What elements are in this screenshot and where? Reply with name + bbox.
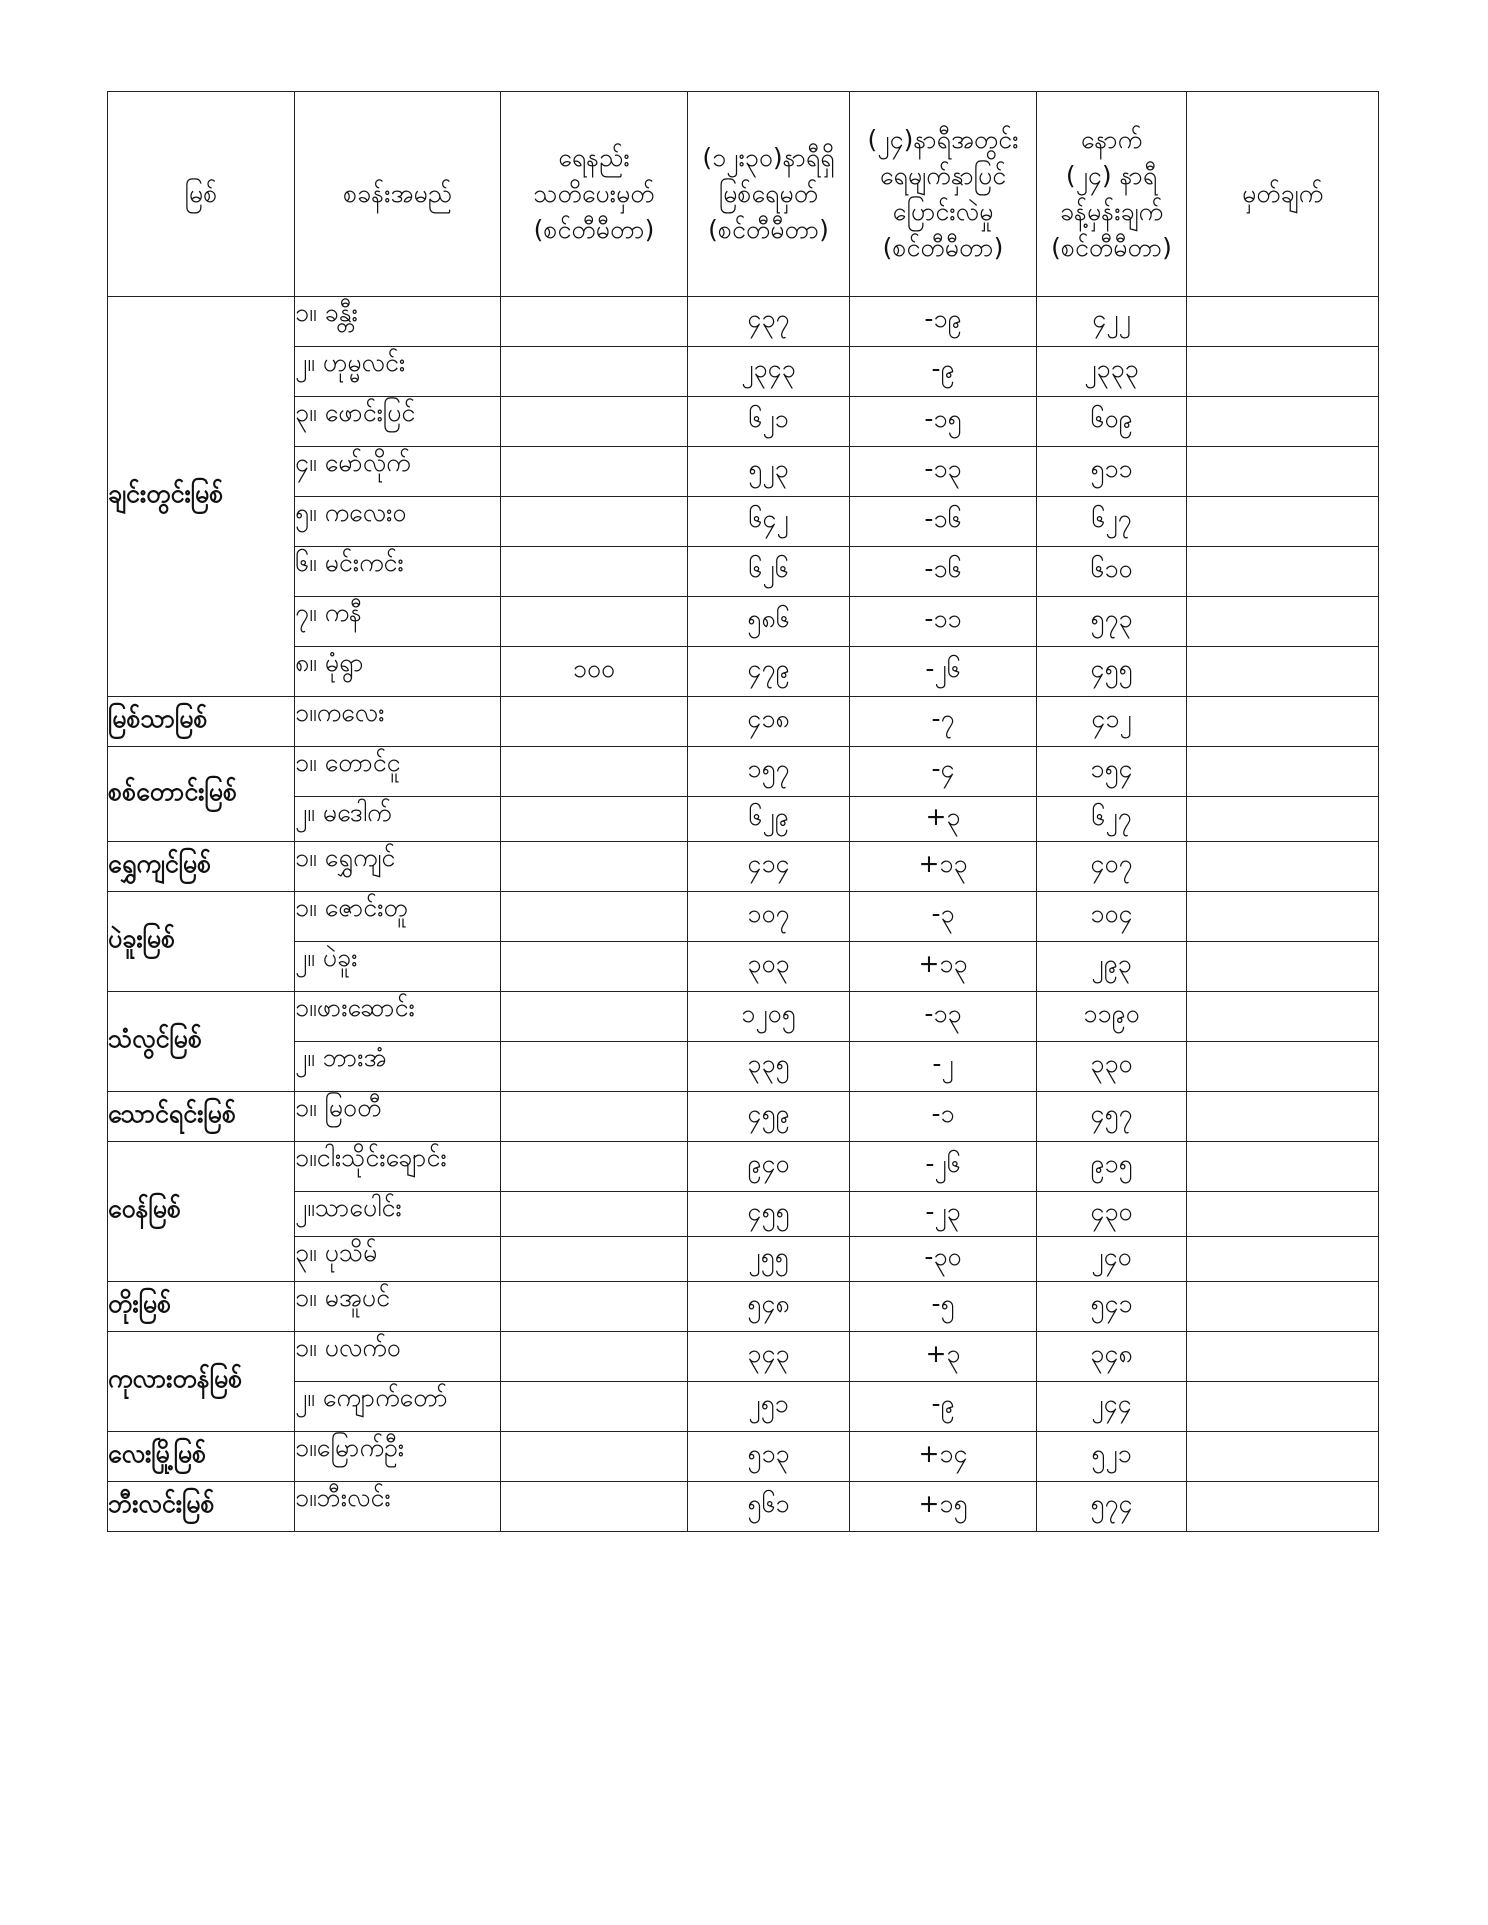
change-24h-cell: +၁၄ xyxy=(850,1432,1037,1482)
observed-level-cell: ၁၂၀၅ xyxy=(688,992,850,1042)
observed-level-cell: ၅၄၈ xyxy=(688,1282,850,1332)
remarks-cell xyxy=(1187,397,1379,447)
station-name-cell: ၁။မြောက်ဦး xyxy=(295,1432,501,1482)
table-row xyxy=(108,597,1379,647)
forecast-cell: ၄၅၅ xyxy=(1037,647,1187,697)
danger-level-cell xyxy=(501,892,688,942)
remarks-cell xyxy=(1187,697,1379,747)
remarks-cell xyxy=(1187,647,1379,697)
observed-level-cell: ၁၀၇ xyxy=(688,892,850,942)
change-24h-cell: +၃ xyxy=(850,797,1037,842)
forecast-cell: ၉၁၅ xyxy=(1037,1142,1187,1192)
danger-level-cell xyxy=(501,1432,688,1482)
header-line: ရေမျက်နှာပြင် xyxy=(879,160,1007,190)
forecast-cell: ၁၅၄ xyxy=(1037,747,1187,797)
remarks-cell xyxy=(1187,597,1379,647)
station-name-cell: ၃။ ပုသိမ် xyxy=(295,1237,501,1282)
header-river xyxy=(108,92,295,297)
table-row xyxy=(108,697,1379,747)
observed-level-cell: ၂၅၁ xyxy=(688,1382,850,1432)
remarks-cell xyxy=(1187,1332,1379,1382)
river-name-cell: ဝေန်မြစ် xyxy=(108,1142,295,1282)
remarks-cell xyxy=(1187,1192,1379,1237)
change-24h-cell: -၁၁ xyxy=(850,597,1037,647)
header-line: ရေနည်း xyxy=(558,142,630,172)
observed-level-cell: ၄၇၉ xyxy=(688,647,850,697)
remarks-cell xyxy=(1187,992,1379,1042)
remarks-cell xyxy=(1187,1237,1379,1282)
forecast-cell: ၂၉၃ xyxy=(1037,942,1187,992)
table-row xyxy=(108,1192,1379,1237)
remarks-cell xyxy=(1187,547,1379,597)
table-body xyxy=(108,297,1379,1532)
station-name-cell: ၃။ ဖောင်းပြင် xyxy=(295,397,501,447)
danger-level-cell xyxy=(501,497,688,547)
forecast-cell: ၂၄၀ xyxy=(1037,1237,1187,1282)
remarks-cell xyxy=(1187,747,1379,797)
change-24h-cell: +၁၃ xyxy=(850,842,1037,892)
danger-level-cell xyxy=(501,797,688,842)
remarks-cell xyxy=(1187,497,1379,547)
table-row xyxy=(108,347,1379,397)
station-name-cell: ၂။ ကျောက်တော် xyxy=(295,1382,501,1432)
header-station xyxy=(295,92,501,297)
observed-level-cell: ၅၆၁ xyxy=(688,1482,850,1532)
change-24h-cell: -၁၆ xyxy=(850,547,1037,597)
river-name-cell: ကုလားတန်မြစ် xyxy=(108,1332,295,1432)
station-name-cell: ၁။ တောင်ငူ xyxy=(295,747,501,797)
header-line: (စင်တီမီတာ) xyxy=(882,233,1004,263)
table-row xyxy=(108,992,1379,1042)
remarks-cell xyxy=(1187,1382,1379,1432)
header-line: (စင်တီမီတာ) xyxy=(708,215,829,245)
station-name-cell: ၅။ ကလေးဝ xyxy=(295,497,501,547)
station-name-cell: ၁။ ဇောင်းတူ xyxy=(295,892,501,942)
remarks-cell xyxy=(1187,1092,1379,1142)
danger-level-cell xyxy=(501,1192,688,1237)
forecast-cell: ၂၃၃၃ xyxy=(1037,347,1187,397)
danger-level-cell xyxy=(501,842,688,892)
remarks-cell xyxy=(1187,447,1379,497)
table-row xyxy=(108,447,1379,497)
danger-level-cell xyxy=(501,1332,688,1382)
table-row xyxy=(108,1282,1379,1332)
station-name-cell: ၂။သာပေါင်း xyxy=(295,1192,501,1237)
danger-level-cell xyxy=(501,347,688,397)
danger-level-cell xyxy=(501,1482,688,1532)
table-row xyxy=(108,797,1379,842)
change-24h-cell: +၁၅ xyxy=(850,1482,1037,1532)
station-name-cell: ၈။ မုံရွာ xyxy=(295,647,501,697)
station-name-cell: ၁။ကလေး xyxy=(295,697,501,747)
remarks-cell xyxy=(1187,347,1379,397)
change-24h-cell: -၁၃ xyxy=(850,447,1037,497)
forecast-cell: ၅၁၁ xyxy=(1037,447,1187,497)
river-name-cell: စစ်တောင်းမြစ် xyxy=(108,747,295,842)
header-line: မြစ်ရေမှတ် xyxy=(718,178,819,208)
station-name-cell: ၁။ ခန္တီး xyxy=(295,297,501,347)
header-line: (စင်တီမီတာ) xyxy=(533,215,655,245)
change-24h-cell: -၉ xyxy=(850,1382,1037,1432)
river-name-cell: ပဲခူးမြစ် xyxy=(108,892,295,992)
forecast-cell: ၄၀၇ xyxy=(1037,842,1187,892)
forecast-cell: ၅၂၁ xyxy=(1037,1432,1187,1482)
header-24h-change xyxy=(850,92,1037,297)
change-24h-cell: -၃၀ xyxy=(850,1237,1037,1282)
river-name-cell: လေးမြို့မြစ် xyxy=(108,1432,295,1482)
remarks-cell xyxy=(1187,942,1379,992)
remarks-cell xyxy=(1187,1282,1379,1332)
table-row xyxy=(108,1482,1379,1532)
remarks-cell xyxy=(1187,1482,1379,1532)
danger-level-cell xyxy=(501,297,688,347)
change-24h-cell: -၃ xyxy=(850,892,1037,942)
remarks-cell xyxy=(1187,1042,1379,1092)
remarks-cell xyxy=(1187,892,1379,942)
forecast-cell: ၁၁၉၀ xyxy=(1037,992,1187,1042)
header-forecast xyxy=(1037,92,1187,297)
river-name-cell: သံလွင်မြစ် xyxy=(108,992,295,1092)
table-row xyxy=(108,942,1379,992)
forecast-cell: ၃၄၈ xyxy=(1037,1332,1187,1382)
station-name-cell: ၁။ငါးသိုင်းချောင်း xyxy=(295,1142,501,1192)
station-name-cell: ၁။ မအူပင် xyxy=(295,1282,501,1332)
station-name-cell: ၂။ ဘားအံ xyxy=(295,1042,501,1092)
observed-level-cell: ၄၁၄ xyxy=(688,842,850,892)
table-row xyxy=(108,1092,1379,1142)
danger-level-cell xyxy=(501,1142,688,1192)
forecast-cell: ၄၂၂ xyxy=(1037,297,1187,347)
header-remarks xyxy=(1187,92,1379,297)
observed-level-cell: ၃၀၃ xyxy=(688,942,850,992)
danger-level-cell xyxy=(501,447,688,497)
forecast-cell: ၆၂၇ xyxy=(1037,797,1187,842)
observed-level-cell: ၆၂၉ xyxy=(688,797,850,842)
observed-level-cell: ၂၃၄၃ xyxy=(688,347,850,397)
station-name-cell: ၇။ ကနီ xyxy=(295,597,501,647)
forecast-cell: ၃၃၀ xyxy=(1037,1042,1187,1092)
remarks-cell xyxy=(1187,1432,1379,1482)
station-name-cell: ၁။ ရွှေကျင် xyxy=(295,842,501,892)
river-name-cell: မြစ်သာမြစ် xyxy=(108,697,295,747)
header-line: ခန့်မှန်းချက် xyxy=(1059,197,1164,226)
observed-level-cell: ၄၃၇ xyxy=(688,297,850,347)
station-name-cell: ၁။ဘီးလင်း xyxy=(295,1482,501,1532)
danger-level-cell xyxy=(501,1382,688,1432)
danger-level-cell xyxy=(501,942,688,992)
forecast-cell: ၁၀၄ xyxy=(1037,892,1187,942)
station-name-cell: ၁။ မြဝတီ xyxy=(295,1092,501,1142)
table-row xyxy=(108,1042,1379,1092)
change-24h-cell: -၇ xyxy=(850,697,1037,747)
table-row xyxy=(108,497,1379,547)
danger-level-cell xyxy=(501,547,688,597)
danger-level-cell xyxy=(501,747,688,797)
change-24h-cell: -၂၃ xyxy=(850,1192,1037,1237)
table-row xyxy=(108,892,1379,942)
observed-level-cell: ၃၄၃ xyxy=(688,1332,850,1382)
change-24h-cell: +၁၃ xyxy=(850,942,1037,992)
danger-level-cell xyxy=(501,1282,688,1332)
forecast-cell: ၄၃၀ xyxy=(1037,1192,1187,1237)
station-name-cell: ၁။ဖားဆောင်း xyxy=(295,992,501,1042)
table-row xyxy=(108,297,1379,347)
table-row xyxy=(108,647,1379,697)
forecast-cell: ၅၇၃ xyxy=(1037,597,1187,647)
change-24h-cell: -၁၅ xyxy=(850,397,1037,447)
change-24h-cell: -၁၆ xyxy=(850,497,1037,547)
remarks-cell xyxy=(1187,1142,1379,1192)
change-24h-cell: +၃ xyxy=(850,1332,1037,1382)
change-24h-cell: -၄ xyxy=(850,747,1037,797)
change-24h-cell: -၁၉ xyxy=(850,297,1037,347)
change-24h-cell: -၁ xyxy=(850,1092,1037,1142)
header-line: စခန်းအမည် xyxy=(343,178,452,208)
table-row xyxy=(108,747,1379,797)
header-observed-level xyxy=(688,92,850,297)
observed-level-cell: ၁၅၇ xyxy=(688,747,850,797)
change-24h-cell: -၂၆ xyxy=(850,1142,1037,1192)
header-line: (၁၂း၃၀)နာရီရှိ xyxy=(702,142,835,172)
danger-level-cell: ၁၀၀ xyxy=(501,647,688,697)
station-name-cell: ၂။ ဟုမ္မလင်း xyxy=(295,347,501,397)
observed-level-cell: ၄၁၈ xyxy=(688,697,850,747)
header-line: (စင်တီမီတာ) xyxy=(1051,233,1172,263)
river-name-cell: တိုးမြစ် xyxy=(108,1282,295,1332)
danger-level-cell xyxy=(501,697,688,747)
remarks-cell xyxy=(1187,297,1379,347)
observed-level-cell: ၅၈၆ xyxy=(688,597,850,647)
table-row xyxy=(108,1382,1379,1432)
header-line: ပြောင်းလဲမှု xyxy=(892,197,994,226)
header-line: (၂၄) နာရီ xyxy=(1065,160,1158,190)
forecast-cell: ၄၅၇ xyxy=(1037,1092,1187,1142)
table-row xyxy=(108,1432,1379,1482)
observed-level-cell: ၅၁၃ xyxy=(688,1432,850,1482)
header-line: နောက် xyxy=(1080,124,1143,154)
station-name-cell: ၂။ ပဲခူး xyxy=(295,942,501,992)
observed-level-cell: ၆၂၆ xyxy=(688,547,850,597)
forecast-cell: ၂၄၄ xyxy=(1037,1382,1187,1432)
forecast-cell: ၅၇၄ xyxy=(1037,1482,1187,1532)
header-line: (၂၄)နာရီအတွင်း xyxy=(867,124,1019,154)
forecast-cell: ၆၂၇ xyxy=(1037,497,1187,547)
table-row xyxy=(108,842,1379,892)
observed-level-cell: ၆၂၁ xyxy=(688,397,850,447)
river-name-cell: ချင်းတွင်းမြစ် xyxy=(108,297,295,697)
change-24h-cell: -၅ xyxy=(850,1282,1037,1332)
station-name-cell: ၂။ မဒေါက် xyxy=(295,797,501,842)
danger-level-cell xyxy=(501,1092,688,1142)
header-line: သတိပေးမှတ် xyxy=(533,178,655,208)
river-name-cell: သောင်ရင်းမြစ် xyxy=(108,1092,295,1142)
danger-level-cell xyxy=(501,1237,688,1282)
remarks-cell xyxy=(1187,797,1379,842)
table-row xyxy=(108,1332,1379,1382)
river-name-cell: ဘီးလင်းမြစ် xyxy=(108,1482,295,1532)
observed-level-cell: ၃၃၅ xyxy=(688,1042,850,1092)
header-line: မှတ်ချက် xyxy=(1241,178,1324,208)
observed-level-cell: ၆၄၂ xyxy=(688,497,850,547)
table-row xyxy=(108,397,1379,447)
observed-level-cell: ၂၅၅ xyxy=(688,1237,850,1282)
station-name-cell: ၁။ ပလက်ဝ xyxy=(295,1332,501,1382)
header-danger-level xyxy=(501,92,688,297)
change-24h-cell: -၂၆ xyxy=(850,647,1037,697)
table-row xyxy=(108,1142,1379,1192)
remarks-cell xyxy=(1187,842,1379,892)
station-name-cell: ၆။ မင်းကင်း xyxy=(295,547,501,597)
danger-level-cell xyxy=(501,597,688,647)
river-name-cell: ရွှေကျင်မြစ် xyxy=(108,842,295,892)
forecast-cell: ၆၁၀ xyxy=(1037,547,1187,597)
forecast-cell: ၅၄၁ xyxy=(1037,1282,1187,1332)
header-line: မြစ် xyxy=(184,178,218,208)
danger-level-cell xyxy=(501,397,688,447)
forecast-cell: ၆၀၉ xyxy=(1037,397,1187,447)
danger-level-cell xyxy=(501,1042,688,1092)
observed-level-cell: ၅၂၃ xyxy=(688,447,850,497)
change-24h-cell: -၉ xyxy=(850,347,1037,397)
observed-level-cell: ၉၄၀ xyxy=(688,1142,850,1192)
forecast-cell: ၄၁၂ xyxy=(1037,697,1187,747)
observed-level-cell: ၄၅၉ xyxy=(688,1092,850,1142)
header-row xyxy=(108,92,1379,297)
change-24h-cell: -၂ xyxy=(850,1042,1037,1092)
river-water-level-table xyxy=(107,91,1379,1532)
table-row xyxy=(108,1237,1379,1282)
station-name-cell: ၄။ မော်လိုက် xyxy=(295,447,501,497)
change-24h-cell: -၁၃ xyxy=(850,992,1037,1042)
observed-level-cell: ၄၅၅ xyxy=(688,1192,850,1237)
danger-level-cell xyxy=(501,992,688,1042)
table-row xyxy=(108,547,1379,597)
